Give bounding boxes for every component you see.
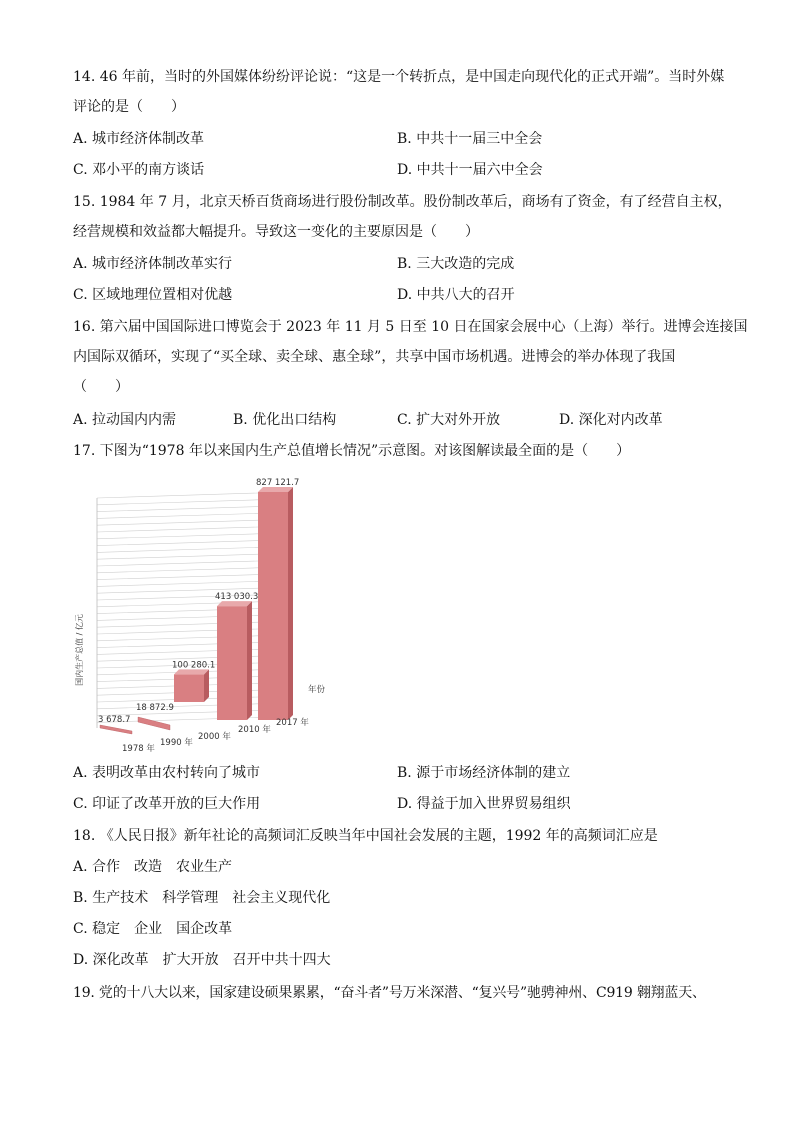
q16-option-c: C. 扩大对外开放 [397,412,501,428]
bar-side-2 [204,669,209,702]
q14-stem-line1: 14. 46 年前，当时的外国媒体纷纷评论说：“这是一个转折点，是中国走向现代化的正式开端”。当时外媒 [73,69,725,85]
q16-option-b: B. 优化出口结构 [233,412,337,428]
value-label-2: 100 280.1 [172,660,216,671]
q14-option-b: B. 中共十一届三中全会 [397,131,543,147]
q14-stem-line2: 评论的是（ ） [73,99,185,115]
q18-option-c: C. 稳定 企业 国企改革 [73,921,233,937]
gdp-chart-svg [70,470,330,760]
q18-option-a: A. 合作 改造 农业生产 [73,859,233,875]
category-label-2: 2000 年 [198,732,231,742]
q16-option-d: D. 深化对内改革 [559,412,663,428]
bar-0 [100,725,132,734]
q18-stem-line1: 18. 《人民日报》新年社论的高频词汇反映当年中国社会发展的主题，1992 年的高频词汇应是 [73,828,658,844]
chart-x-axis-label: 年份 [308,685,326,695]
bar-4 [258,492,288,720]
q16-stem-line2: 内国际双循环，实现了“买全球、卖全球、惠全球”，共享中国市场机遇。进博会的举办体现了我国 [73,349,676,365]
bar-side-3 [247,601,252,720]
q14-option-a: A. 城市经济体制改革 [73,131,205,147]
q19-stem-line1: 19. 党的十八大以来，国家建设硕果累累，“奋斗者”号万米深潜、“复兴号”驰骋神州、C919 翱翔蓝天、 [73,985,706,1001]
q17-option-c: C. 印证了改革开放的巨大作用 [73,796,261,812]
gdp-chart [70,470,330,760]
q17-option-b: B. 源于市场经济体制的建立 [397,765,571,781]
q16-option-a: A. 拉动国内内需 [73,412,177,428]
q18-option-b: B. 生产技术 科学管理 社会主义现代化 [73,890,331,906]
bar-2 [174,674,204,702]
category-label-0: 1978 年 [122,744,155,754]
category-label-1: 1990 年 [160,738,193,748]
q16-stem-line3: （ ） [73,379,129,395]
q14-option-d: D. 中共十一届六中全会 [397,162,543,178]
bar-side-4 [288,487,293,720]
q17-option-d: D. 得益于加入世界贸易组织 [397,796,571,812]
q17-option-a: A. 表明改革由农村转向了城市 [73,765,261,781]
category-label-3: 2010 年 [238,725,271,735]
q15-option-c: C. 区域地理位置相对优越 [73,287,233,303]
q14-option-c: C. 邓小平的南方谈话 [73,162,205,178]
value-label-4: 827 121.7 [256,478,300,488]
value-label-3: 413 030.3 [215,592,259,603]
q15-stem-line1: 15. 1984 年 7 月，北京天桥百货商场进行股份制改革。股份制改革后，商场有了资金，有了经营自主权， [73,194,732,210]
q15-stem-line2: 经营规模和效益都大幅提升。导致这一变化的主要原因是（ ） [73,224,479,240]
bar-3 [217,606,247,720]
value-label-1: 18 872.9 [136,703,174,713]
q15-option-d: D. 中共八大的召开 [397,287,515,303]
q17-stem-line1: 17. 下图为“1978 年以来国内生产总值增长情况”示意图。对该图解读最全面的是（ ） [73,443,631,459]
q18-option-d: D. 深化改革 扩大开放 召开中共十四大 [73,952,331,968]
q15-option-a: A. 城市经济体制改革实行 [73,256,233,272]
q15-option-b: B. 三大改造的完成 [397,256,515,272]
value-label-0: 3 678.7 [98,715,131,725]
category-label-4: 2017 年 [276,718,309,728]
bar-1 [138,717,170,730]
q16-stem-line1: 16. 第六届中国国际进口博览会于 2023 年 11 月 5 日至 10 日在国家会展中心（上海）举行。进博会连接国 [73,319,748,335]
chart-y-axis-label: 国内生产总值 / 亿元 [75,614,84,686]
